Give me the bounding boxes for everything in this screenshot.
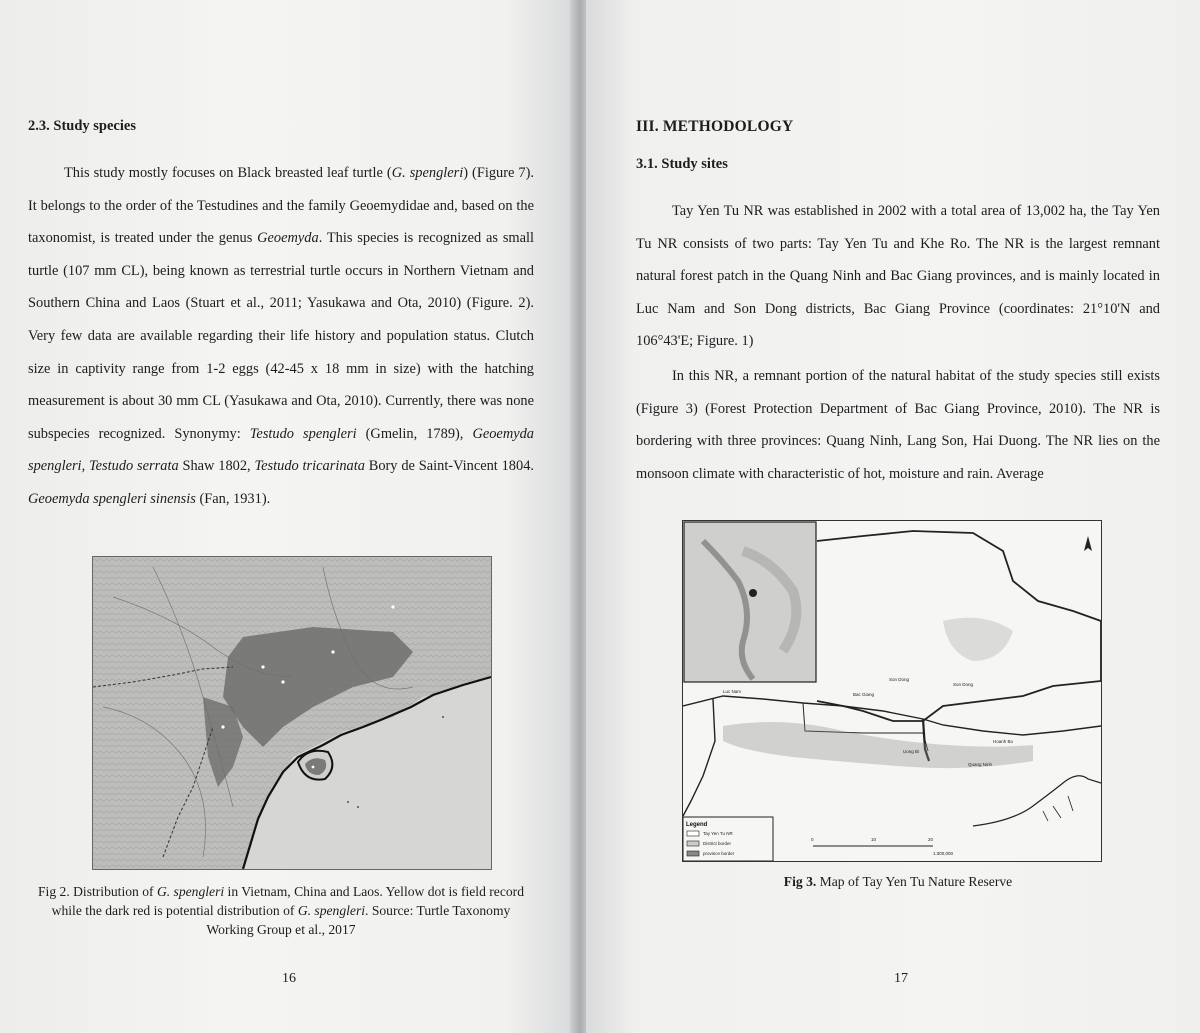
study-sites-paragraph-1: Tay Yen Tu NR was established in 2002 with a total area of 13,002 ha, the Tay Yen Tu NR consists of two parts: Tay Yen Tu and Khe Ro. The NR is the largest remnant natural forest patch in the Quang Ninh and Bac Giang provinces, and is mainly located in Luc Nam and Son Dong districts, Bac Giang Province (coordinates: 21°10'N and 106°43'E; Figure. 1) <box>636 203 1160 350</box>
map-label-hoanh-bo: Hoanh Bo <box>993 739 1014 745</box>
study-species-text-run: Testudo tricarinata <box>254 458 365 475</box>
map-label-luc-nam: Luc Nam <box>723 689 742 695</box>
study-species-text-run: ) (Figure 7). It belongs to the order of the Testudines and the family Geoemydidae and, based on the taxonomist, is treated under the genus <box>28 165 534 247</box>
legend-item-province-border: province border <box>703 851 735 857</box>
scale-tick-10: 10 <box>871 837 877 843</box>
map-label-uong-bi: Uong Bi <box>903 749 920 755</box>
study-species-text-run: , <box>81 458 89 475</box>
figure-2-caption-text-run: Fig 2. Distribution of <box>37 883 157 899</box>
figure-2-distribution-map <box>92 556 492 870</box>
north-arrow-icon <box>1084 536 1092 551</box>
figure-2-caption-text-run: G. spengleri <box>156 883 225 899</box>
scale-tick-20: 20 <box>928 837 934 843</box>
map-label-bac-giang: Bac Giang <box>853 692 875 698</box>
section-title-study-species: 2.3. Study species <box>28 118 136 134</box>
map-legend-title: Legend <box>686 822 708 829</box>
study-species-text-run: (Fan, 1931). <box>195 490 271 507</box>
legend-item-reserve: Tay Yen Tu NR <box>703 831 733 837</box>
figure-3-caption <box>636 872 1160 891</box>
study-species-text-run: Testudo spengleri <box>249 425 357 442</box>
study-species-text-run: Geoemyda spengleri <box>28 425 534 475</box>
figure-3-caption-text: Map of Tay Yen Tu Nature Reserve <box>816 874 1013 890</box>
figure-2-caption-text-run: in Vietnam, China and Laos. Yellow dot is field record while the dark red is potential distribution of <box>51 883 524 918</box>
study-species-text-run: . This species is recognized as small turtle (107 mm CL), being known as terrestrial turtle occurs in Northern Vietnam and Southern China and Laos (Stuart et al., 2011; Yasukawa and Ota, 2010) (Figure. 2). Very few data are available regarding their life history and population status. Clutch size in captivity range from 1-2 eggs (42-45 x 18 mm in size) with the hatching measurement is about 30 mm CL (Yasukawa and Ota, 2010). Currently, there was none subspecies recognized. Synonymy: <box>28 230 534 442</box>
reserve-map-image <box>683 521 1101 861</box>
map-label-quang-ninh: Quang Ninh <box>968 762 993 768</box>
page-number-right: 17 <box>894 971 908 986</box>
study-species-paragraph <box>28 157 534 516</box>
map-label-son-dong-1: Son Dong <box>889 677 910 683</box>
chapter-title-methodology: III. METHODOLOGY <box>636 118 794 135</box>
left-page <box>0 0 574 1033</box>
study-species-text-run: This study mostly focuses on Black breasted leaf turtle ( <box>64 165 392 181</box>
figure-3-caption-label: Fig 3. <box>783 874 817 890</box>
scale-ratio: 1:300,000 <box>933 851 954 857</box>
study-sites-paragraph-2: In this NR, a remnant portion of the natural habitat of the study species still exists (Figure 3) (Forest Protection Department of Bac Giang Province, 2010). The NR is bordering with three provinces: Quang Ninh, Lang Son, Hai Duong. The NR lies on the monsoon climate with characteristic of hot, moisture and rain. Average <box>636 367 1160 482</box>
study-species-text-run: Geoemyda <box>257 230 319 247</box>
figure-2-caption-text-run: G. spengleri <box>297 902 366 918</box>
right-page <box>586 0 1200 1033</box>
legend-item-district-border: District border <box>703 841 732 847</box>
study-species-text-run: (Gmelin, 1789), <box>356 425 473 442</box>
study-species-text-run: Shaw 1802, <box>178 458 255 475</box>
section-title-study-sites: 3.1. Study sites <box>636 156 728 172</box>
map-label-son-dong-2: Son Dong <box>953 682 974 688</box>
study-species-text-run: Bory de Saint-Vincent 1804. <box>364 458 534 475</box>
study-species-text-run: Testudo serrata <box>88 458 179 475</box>
figure-2-caption-text-run: . Source: Turtle Taxonomy Working Group et al., 2017 <box>206 902 511 937</box>
study-species-text-run: G. spengleri <box>391 165 464 181</box>
distribution-map-image <box>93 557 491 869</box>
scale-tick-0: 0 <box>811 837 814 843</box>
figure-3-reserve-map <box>682 520 1102 862</box>
page-number-left: 16 <box>282 971 296 986</box>
study-species-text-run: Geoemyda spengleri sinensis <box>28 490 196 507</box>
figure-2-caption <box>28 882 534 939</box>
